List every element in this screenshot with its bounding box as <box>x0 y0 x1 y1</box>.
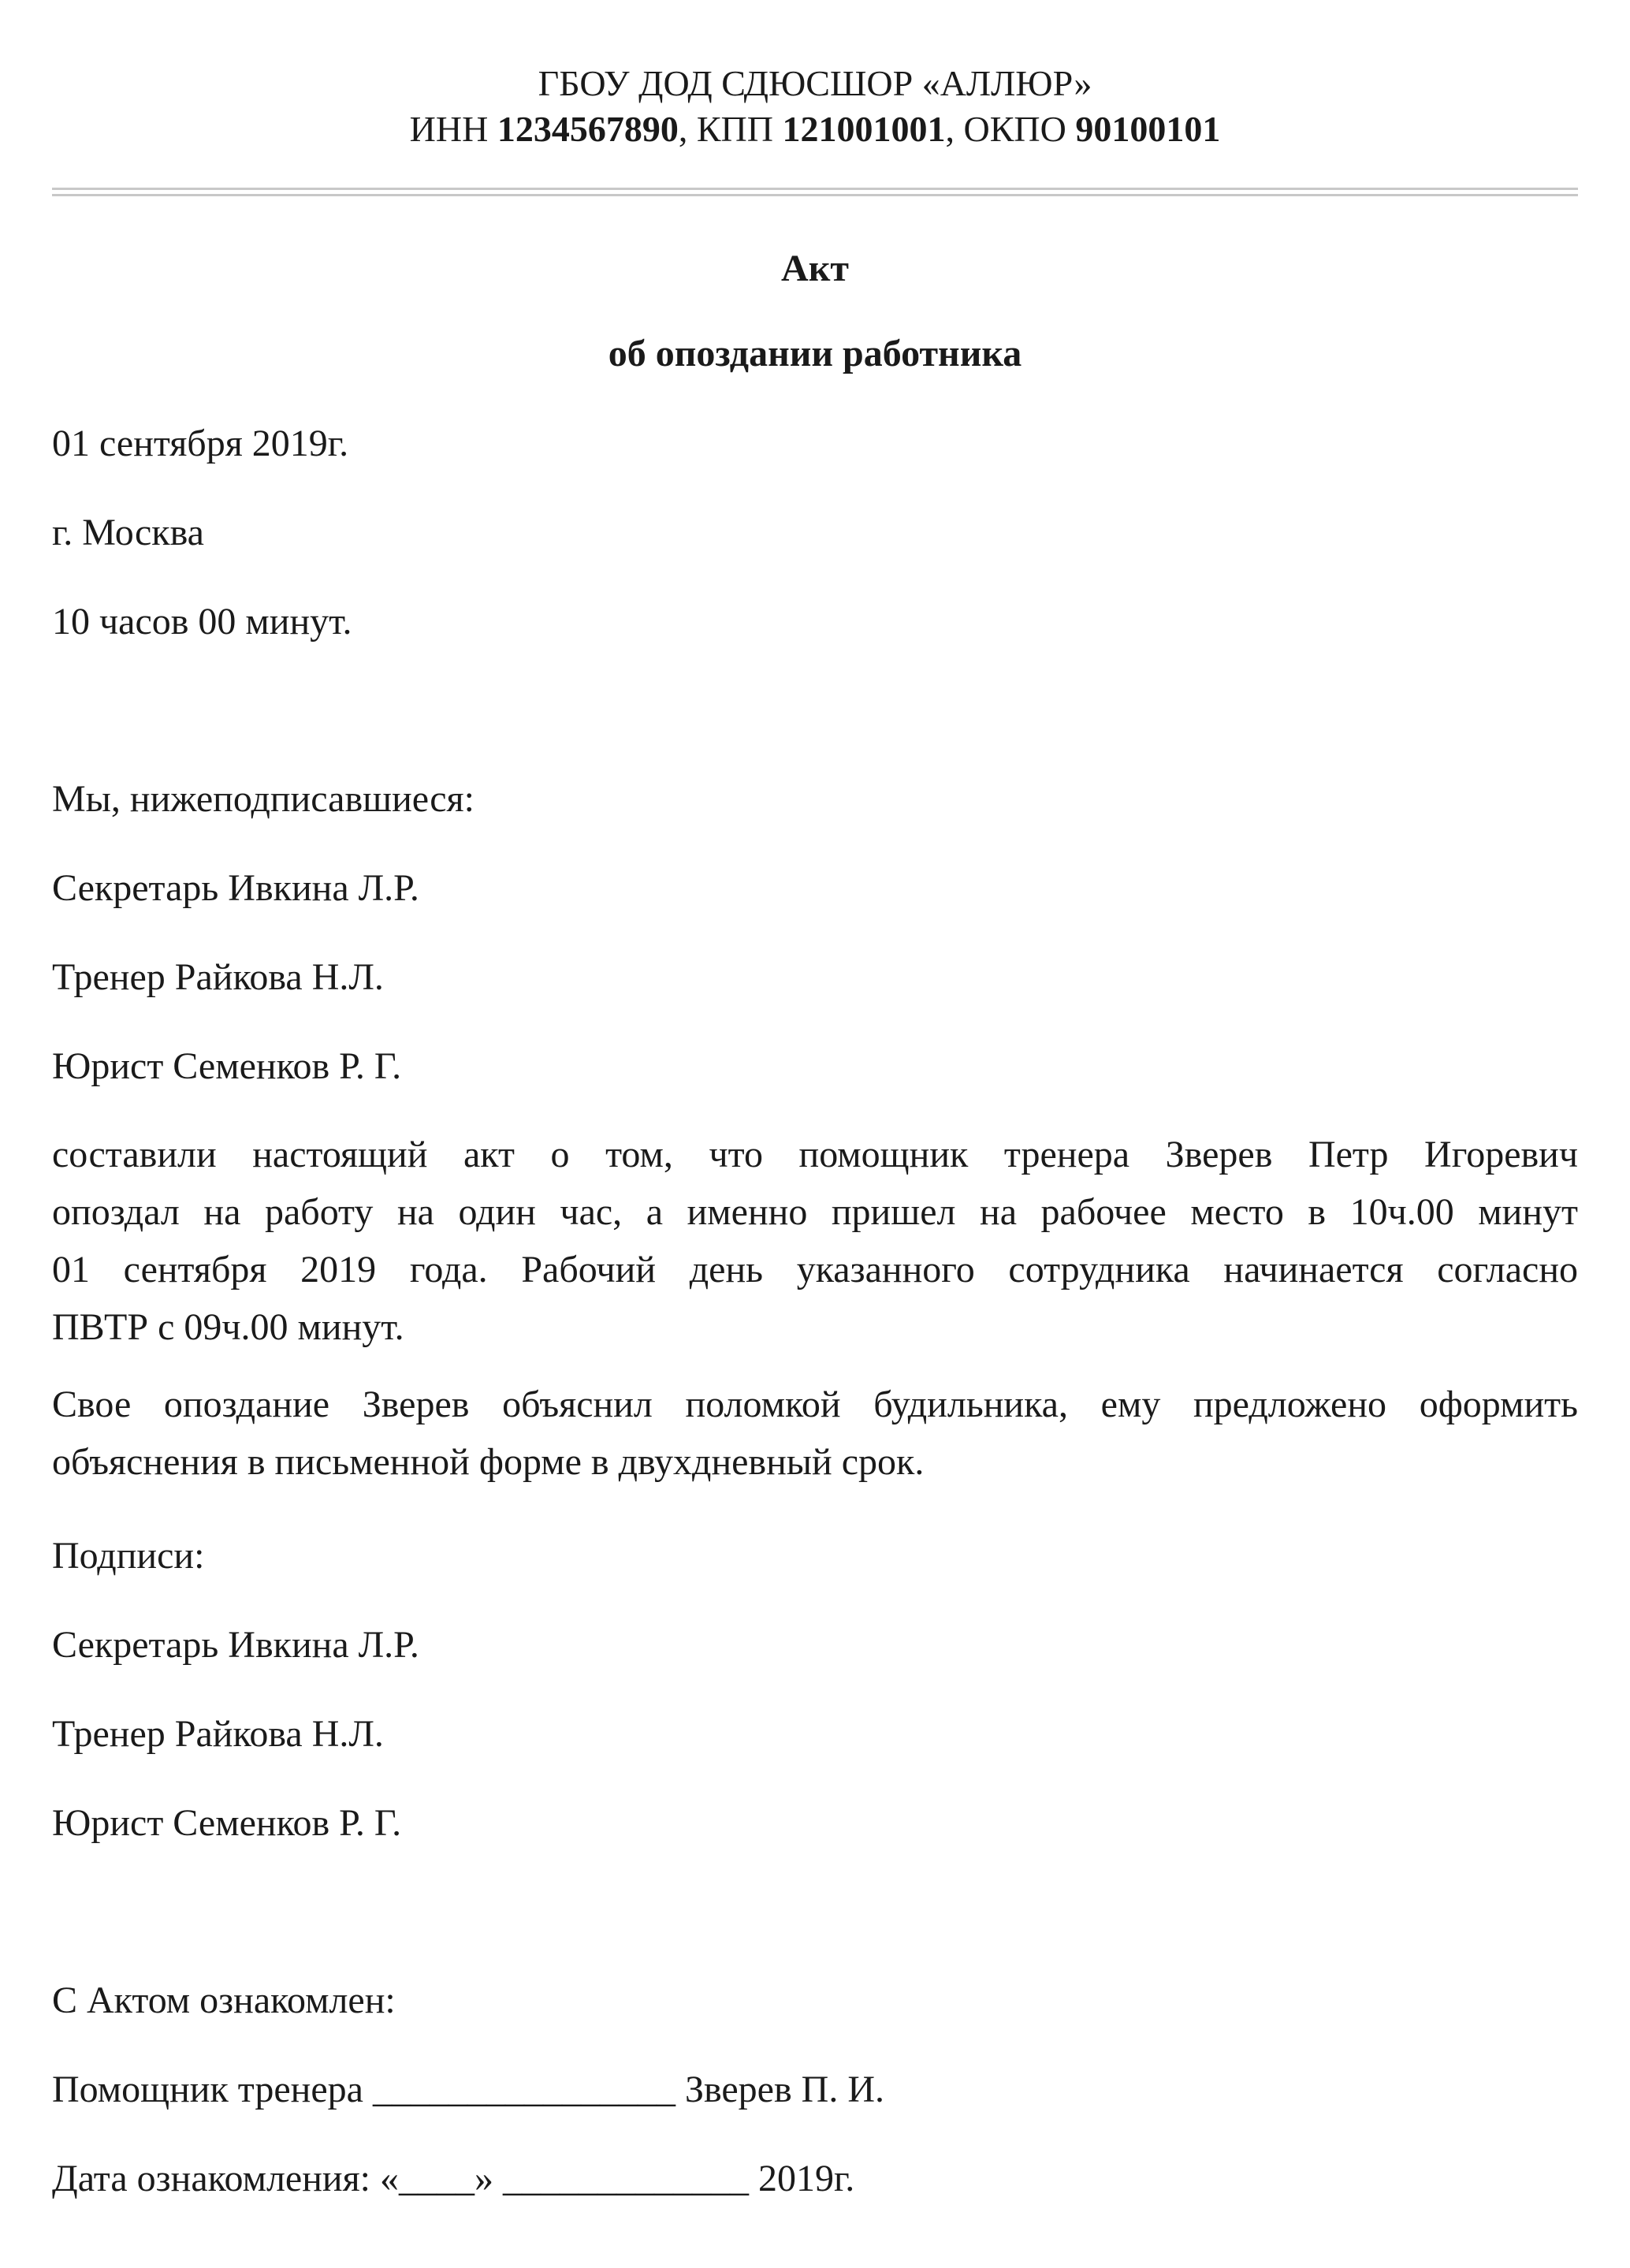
document-page <box>52 0 1578 2268</box>
signatory-secretary: Секретарь Ивкина Л.Р. <box>52 867 419 909</box>
signature-secretary: Секретарь Ивкина Л.Р. <box>52 1624 419 1666</box>
kpp-value: 121001001 <box>782 109 946 149</box>
paragraph-line: 01 сентября 2019 года. Рабочий день указанного сотрудника начинается согласно <box>52 1249 1578 1290</box>
inn-value: 1234567890 <box>497 109 679 149</box>
signatory-coach: Тренер Райкова Н.Л. <box>52 956 384 998</box>
kpp-label: , КПП <box>678 109 783 149</box>
paragraph-line: Свое опоздание Зверев объяснил поломкой будильника, ему предложено оформить <box>52 1384 1578 1425</box>
assistant-signature-line: Помощник тренера ________________ Зверев П. И. <box>52 2069 884 2110</box>
acknowledgement-label: С Актом ознакомлен: <box>52 1979 396 2021</box>
act-statement-paragraph <box>52 1126 1578 1356</box>
document-title: Акт <box>781 248 849 289</box>
inn-label: ИНН <box>409 109 497 149</box>
document-subtitle: об опоздании работника <box>608 333 1022 374</box>
acknowledgement-date-line: Дата ознакомления: «____» _____________ 2019г. <box>52 2158 855 2199</box>
signature-coach: Тренер Райкова Н.Л. <box>52 1713 384 1755</box>
paragraph-line: опоздал на работу на один час, а именно пришел на рабочее место в 10ч.00 минут <box>52 1191 1578 1233</box>
document-city: г. Москва <box>52 512 204 553</box>
paragraph-line: ПВТР с 09ч.00 минут. <box>52 1306 404 1348</box>
explanation-paragraph <box>52 1376 1578 1491</box>
signatory-lawyer: Юрист Семенков Р. Г. <box>52 1045 402 1087</box>
signature-lawyer: Юрист Семенков Р. Г. <box>52 1802 402 1844</box>
organization-codes <box>52 107 1578 151</box>
signatories-intro: Мы, нижеподписавшиеся: <box>52 778 474 820</box>
header-divider <box>52 188 1578 196</box>
paragraph-line: объяснения в письменной форме в двухдневный срок. <box>52 1441 925 1483</box>
organization-name: ГБОУ ДОД СДЮСШОР «АЛЛЮР» <box>538 63 1092 103</box>
okpo-value: 90100101 <box>1075 109 1221 149</box>
document-time: 10 часов 00 минут. <box>52 601 352 642</box>
okpo-label: , ОКПО <box>945 109 1076 149</box>
paragraph-line: составили настоящий акт о том, что помощник тренера Зверев Петр Игоревич <box>52 1134 1578 1175</box>
document-date: 01 сентября 2019г. <box>52 423 349 464</box>
signatures-label: Подписи: <box>52 1535 205 1577</box>
